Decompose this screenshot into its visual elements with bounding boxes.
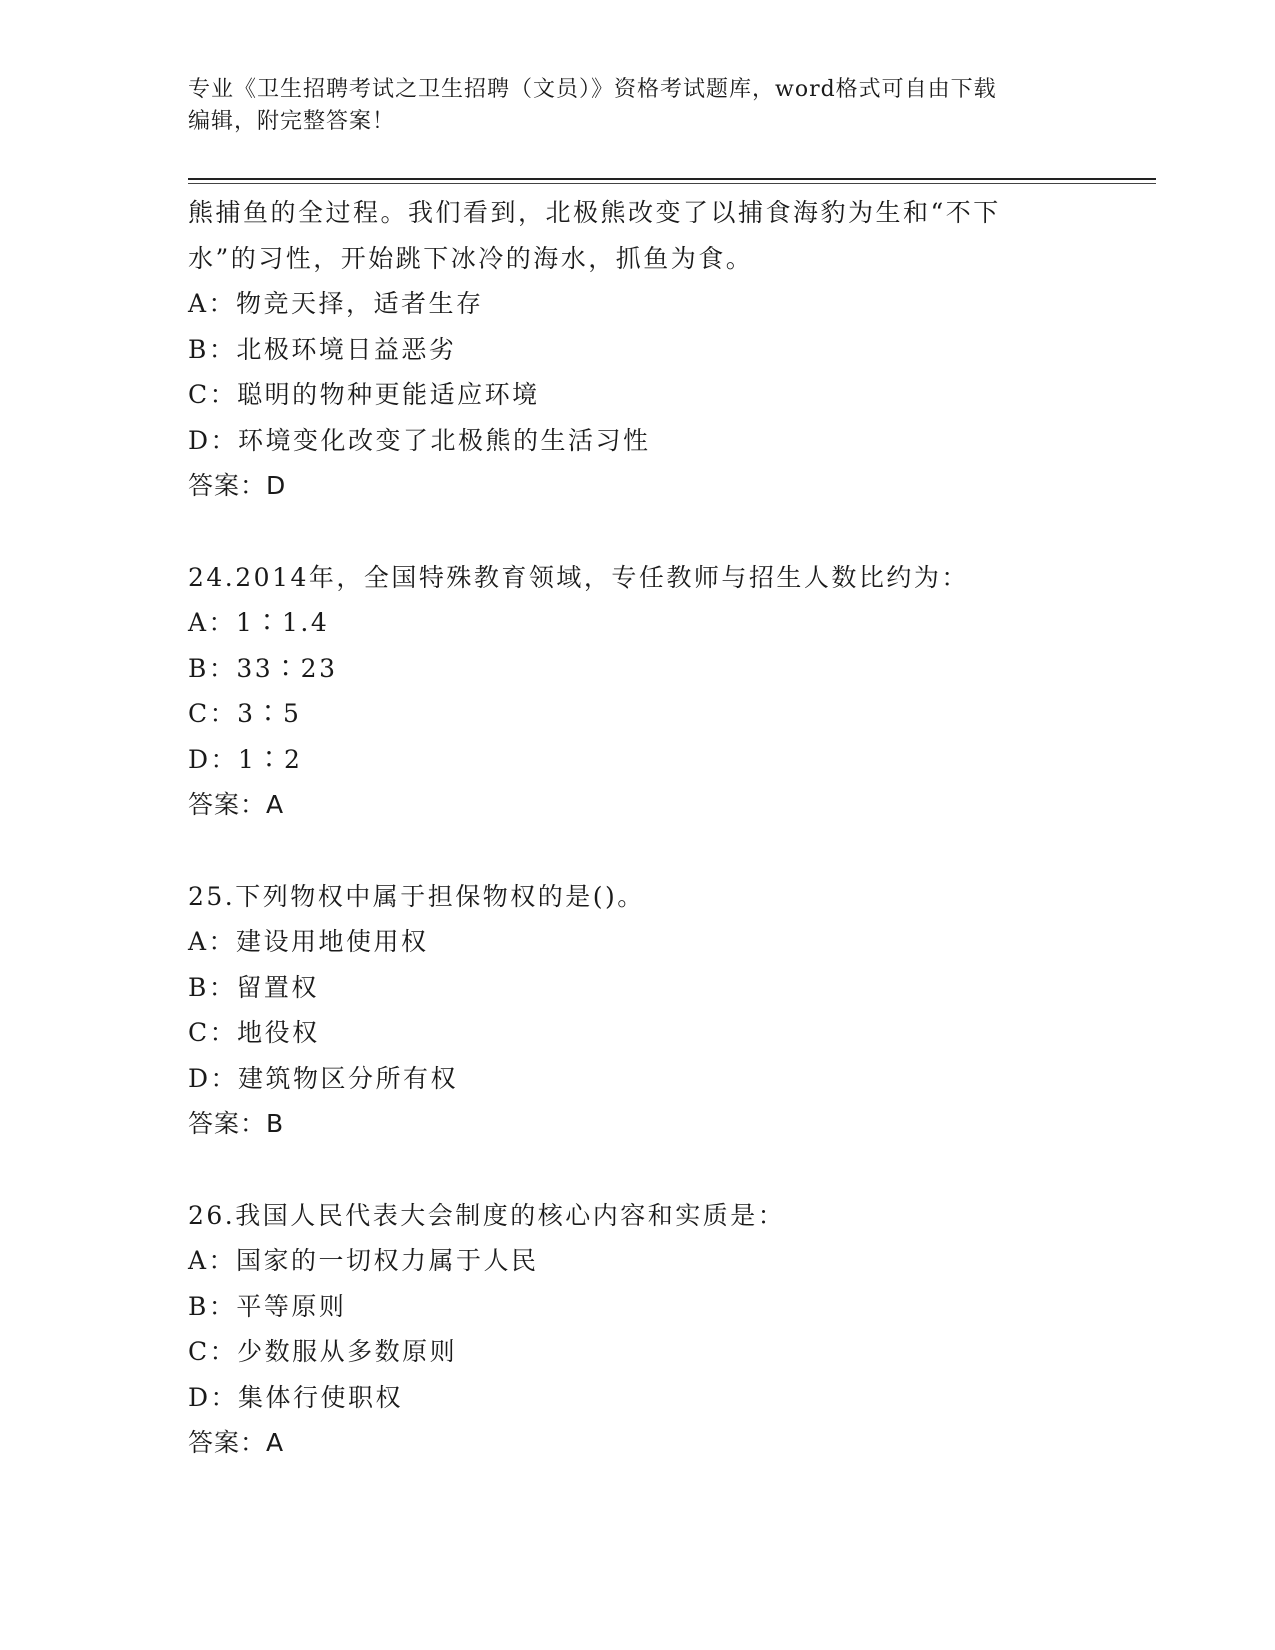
question-block-26	[188, 1193, 1088, 1466]
option-c: C：聪明的物种更能适应环境	[188, 380, 540, 409]
header-divider-thin	[188, 183, 1156, 184]
answer-line: 答案：B	[188, 1109, 285, 1138]
option-a: A：建设用地使用权	[188, 927, 429, 956]
question-stem: 24.2014年，全国特殊教育领域，专任教师与招生人数比约为：	[188, 562, 969, 592]
answer-line: 答案：D	[188, 471, 287, 500]
option-a: A：物竞天择，适者生存	[188, 289, 484, 318]
answer-line: 答案：A	[188, 1428, 285, 1457]
option-a: A：国家的一切权力属于人民	[188, 1246, 539, 1275]
question-text: 熊捕鱼的全过程。我们看到，北极熊改变了以捕食海豹为生和“不下	[188, 198, 1001, 227]
header-divider-thick	[188, 178, 1156, 180]
option-d: D：建筑物区分所有权	[188, 1063, 459, 1093]
spacer	[188, 509, 1088, 555]
option-d: D：集体行使职权	[188, 1382, 404, 1412]
question-stem: 25.下列物权中属于担保物权的是()。	[188, 881, 645, 911]
header-line-1: 专业《卫生招聘考试之卫生招聘（文员）》资格考试题库，word格式可自由下载	[188, 77, 997, 102]
option-a: A：1∶1.4	[188, 608, 330, 637]
option-d: D：环境变化改变了北极熊的生活习性	[188, 425, 651, 455]
option-b: B：留置权	[188, 972, 319, 1002]
page-header	[188, 74, 1088, 138]
option-c: C：3∶5	[188, 699, 302, 728]
question-list	[188, 190, 1088, 1466]
option-b: B：北极环境日益恶劣	[188, 334, 457, 364]
question-stem: 26.我国人民代表大会制度的核心内容和实质是：	[188, 1200, 786, 1230]
question-block-24	[188, 555, 1088, 828]
answer-line: 答案：A	[188, 790, 285, 819]
question-text: 水”的习性，开始跳下冰冷的海水，抓鱼为食。	[188, 243, 754, 273]
option-b: B：平等原则	[188, 1291, 347, 1321]
spacer	[188, 1147, 1088, 1193]
option-b: B：33∶23	[188, 653, 338, 683]
header-line-2: 编辑，附完整答案！	[188, 109, 396, 134]
option-c: C：少数服从多数原则	[188, 1337, 458, 1366]
option-d: D：1∶2	[188, 744, 303, 774]
question-block-25	[188, 874, 1088, 1147]
option-c: C：地役权	[188, 1018, 320, 1047]
question-block-continued	[188, 190, 1088, 509]
spacer	[188, 828, 1088, 874]
